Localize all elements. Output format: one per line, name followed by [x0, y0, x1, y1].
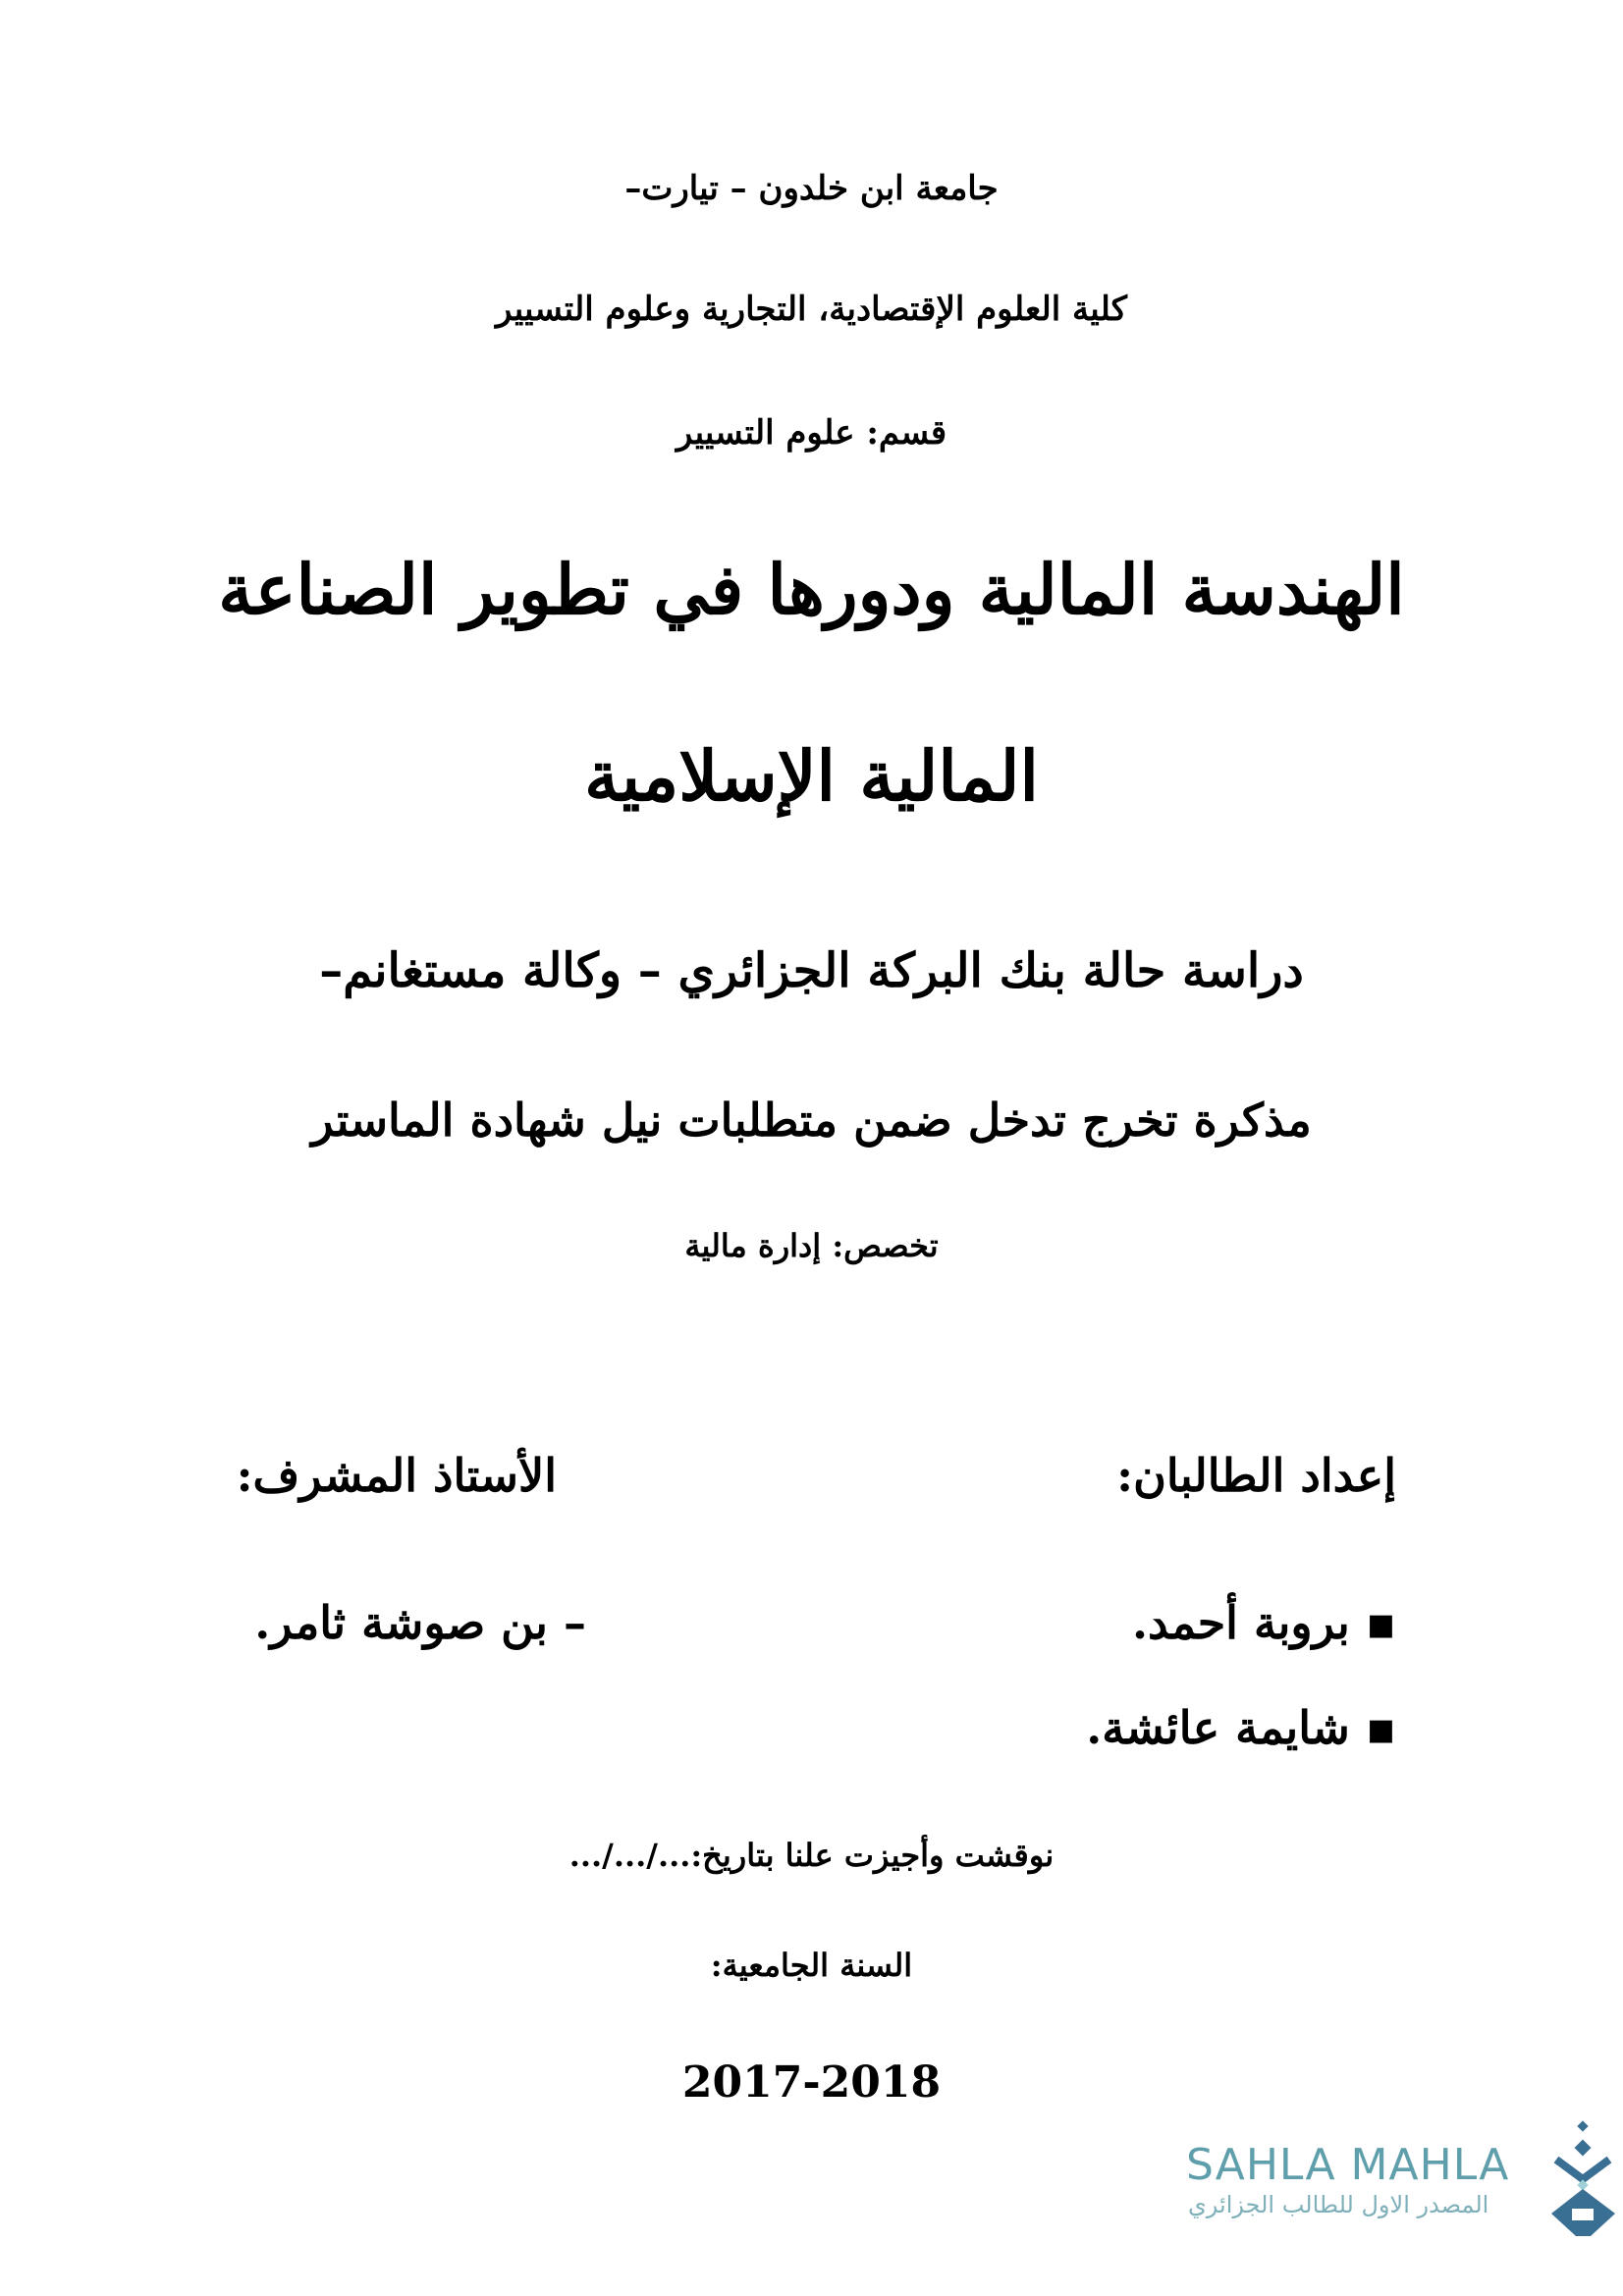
- department-name: قسم: علوم التسيير: [676, 413, 947, 453]
- logo-emblem-icon: [1546, 2120, 1620, 2238]
- supervisor-name: – بن صوشة ثامر.: [254, 1596, 586, 1649]
- supervisor-label: الأستاذ المشرف:: [236, 1449, 557, 1502]
- student-name: ▪ بروبة أحمد.: [1131, 1596, 1396, 1649]
- academic-year: 2017-2018: [681, 2057, 942, 2108]
- academic-year-label: السنة الجامعية:: [710, 1947, 913, 1984]
- case-study: دراسة حالة بنك البركة الجزائري – وكالة مستغانم–: [319, 943, 1304, 998]
- logo-tagline: المصدر الاول للطالب الجزائري: [1188, 2191, 1489, 2218]
- specialty: تخصص: إدارة مالية: [684, 1227, 939, 1264]
- sahla-mahla-logo: [1178, 2120, 1620, 2238]
- students-label: إعداد الطالبان:: [1116, 1449, 1396, 1502]
- defense-date: نوقشت وأجيزت علنا بتاريخ:.../.../...: [568, 1837, 1055, 1874]
- thesis-title-line2: المالية الإسلامية: [584, 735, 1039, 817]
- student-name: ▪ شايمة عائشة.: [1086, 1701, 1396, 1754]
- memo-description: مذكرة تخرج تدخل ضمن متطلبات نيل شهادة الماستر: [311, 1094, 1312, 1147]
- thesis-title-line1: الهندسة المالية ودورها في تطوير الصناعة: [218, 549, 1405, 630]
- logo-text: SAHLA MAHLA: [1186, 2140, 1510, 2190]
- faculty-name: كلية العلوم الإقتصادية، التجارية وعلوم التسيير: [496, 290, 1127, 329]
- university-name: جامعة ابن خلدون – تيارت–: [624, 169, 999, 208]
